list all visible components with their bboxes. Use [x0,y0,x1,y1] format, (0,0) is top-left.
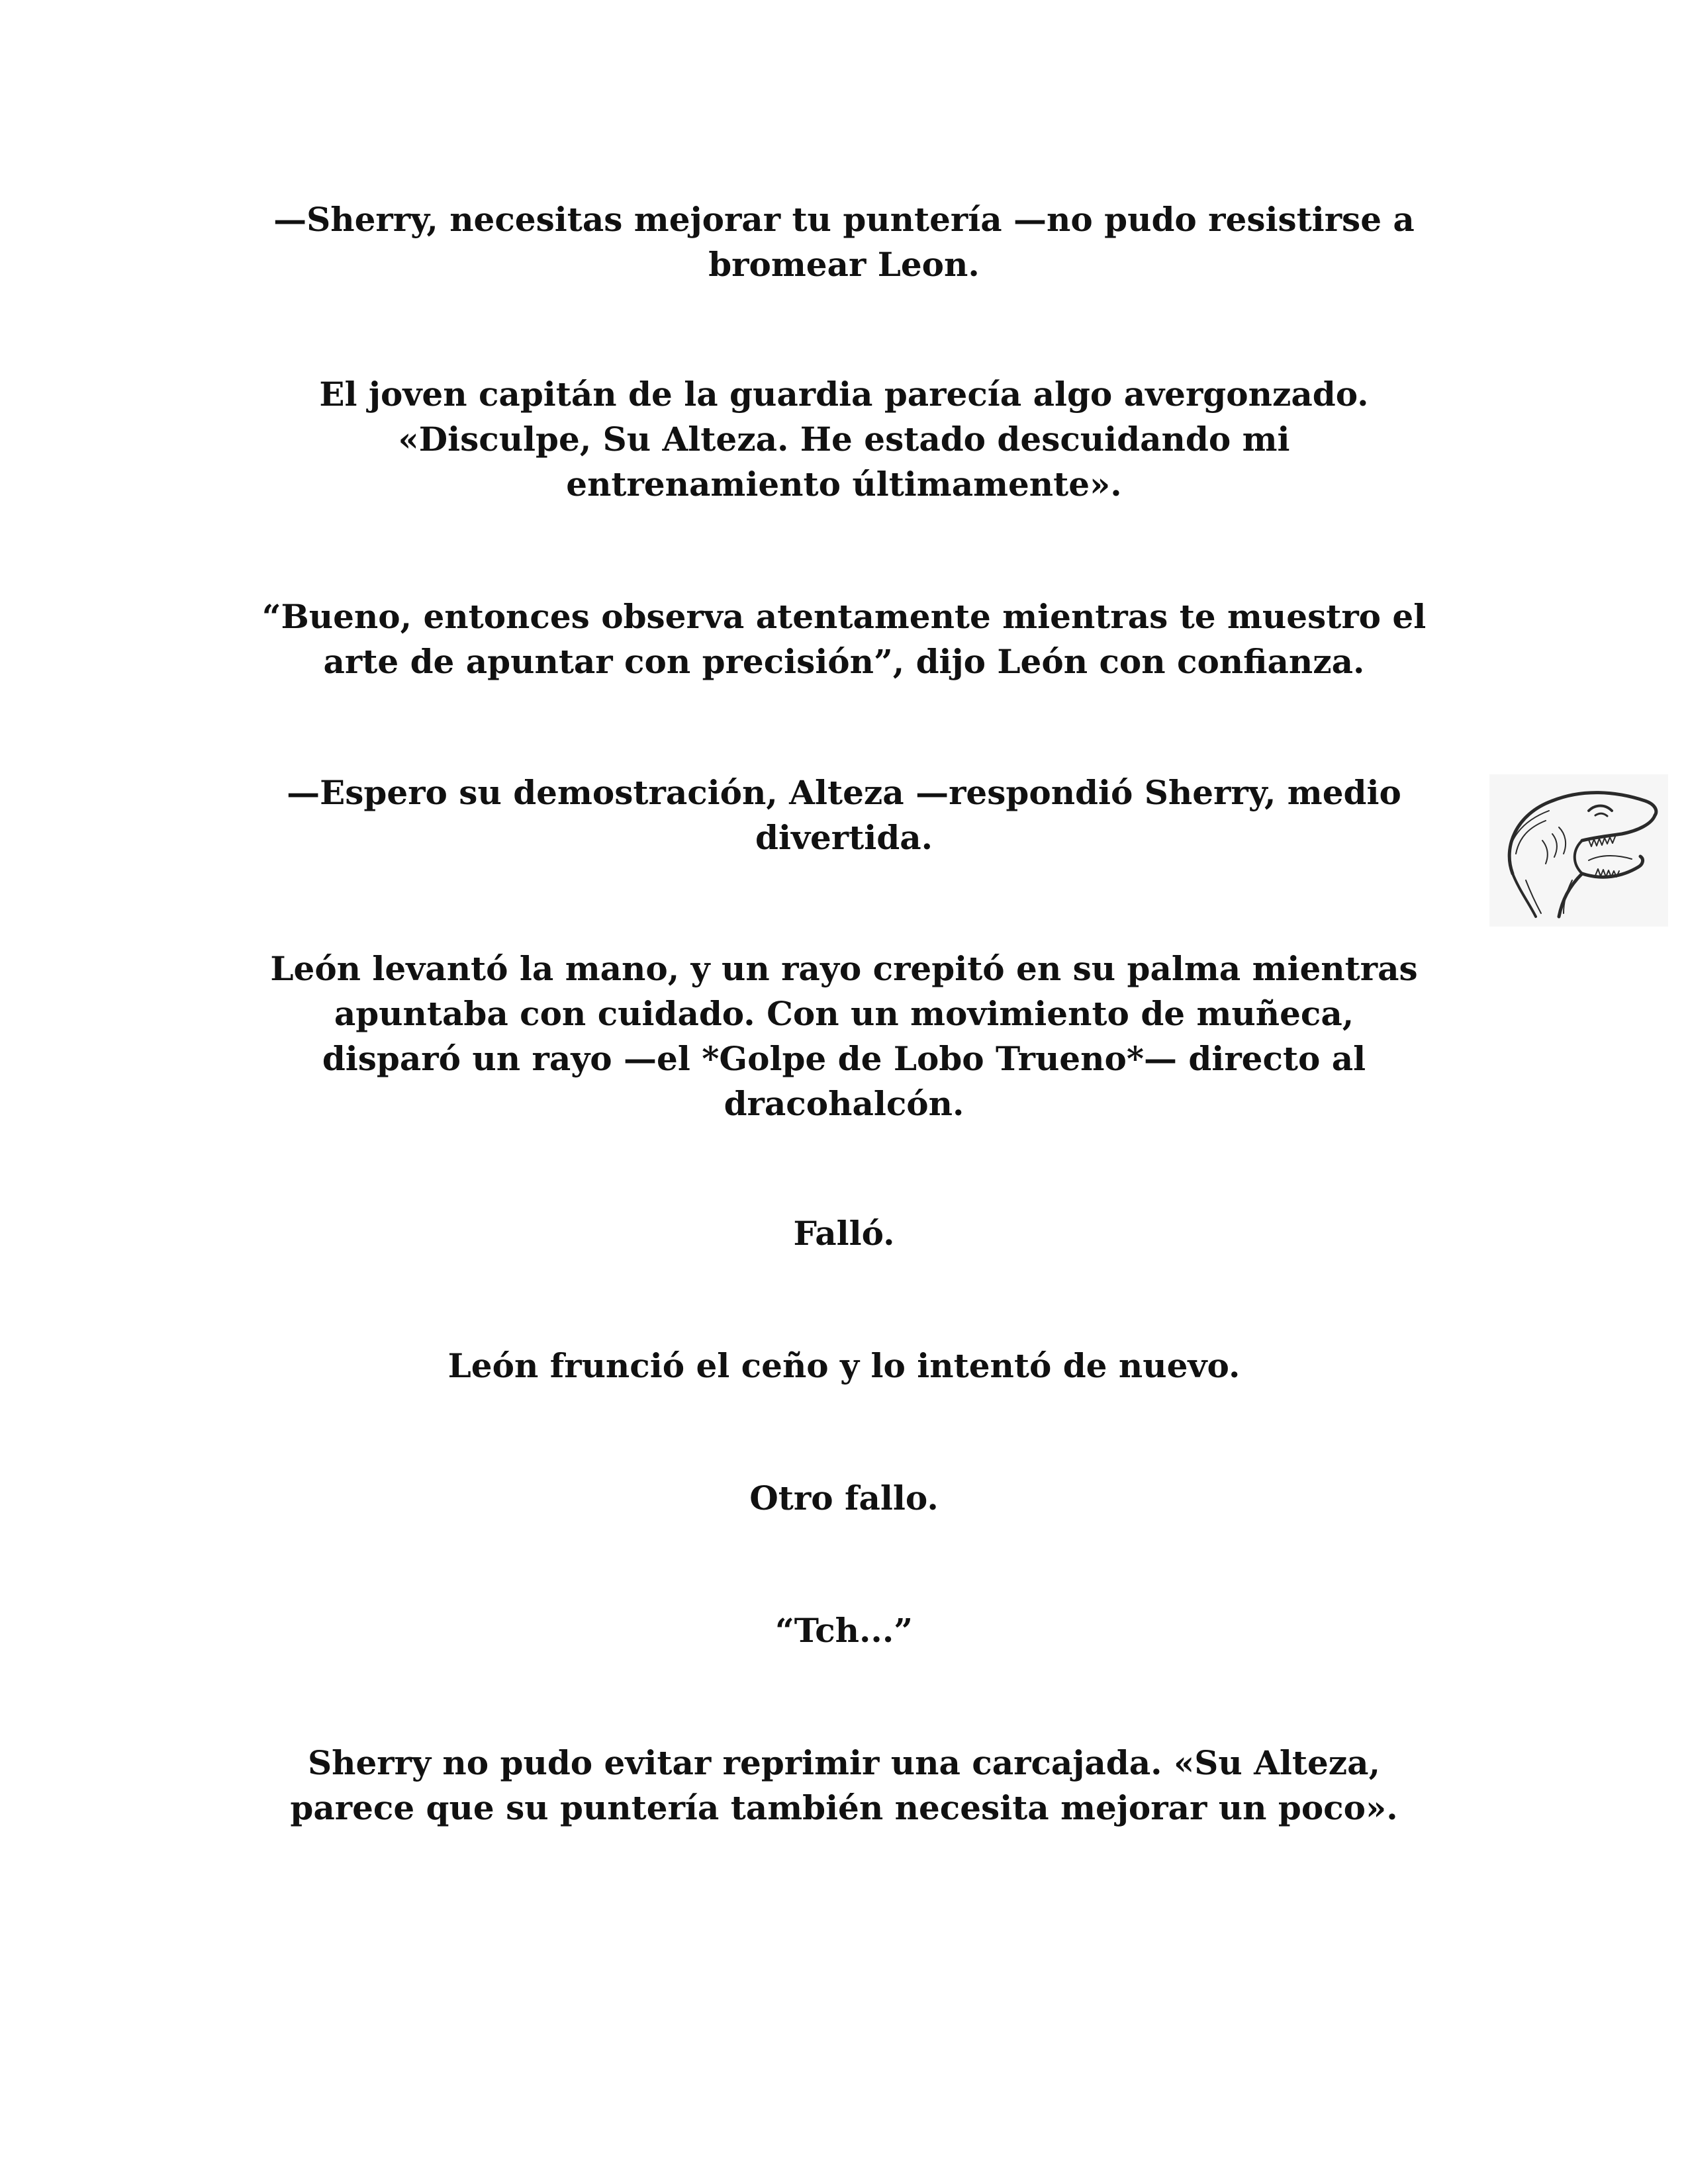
text-line: Sherry no pudo evitar reprimir una carcajada. «Su Alteza, [308,1743,1380,1782]
text-line: apuntaba con cuidado. Con un movimiento de muñeca, [334,994,1354,1033]
text-line: —Sherry, necesitas mejorar tu puntería —no pudo resistirse a [273,200,1415,239]
text-line: dracohalcón. [724,1084,964,1123]
text-line: «Disculpe, Su Alteza. He estado descuidando mi [398,420,1290,459]
text-line: Falló. [793,1214,895,1253]
paragraph [218,1741,1470,1831]
paragraph [218,1608,1470,1653]
paragraph [218,1476,1470,1521]
text-line: “Bueno, entonces observa atentamente mientras te muestro el [261,597,1427,636]
text-line: Otro fallo. [749,1479,939,1518]
paragraph [218,1211,1470,1256]
paragraph [218,197,1470,287]
paragraph [218,1343,1470,1388]
text-line: León frunció el ceño y lo intentó de nuevo. [447,1346,1241,1385]
text-line: —Espero su demostración, Alteza —respondió Sherry, medio [287,773,1401,812]
dinosaur-head-sketch-icon [1489,774,1668,927]
text-line: parece que su puntería también necesita mejorar un poco». [290,1788,1398,1827]
text-line: León levantó la mano, y un rayo crepitó en su palma mientras [270,949,1418,988]
text-line: bromear Leon. [708,245,980,284]
paragraph [218,372,1470,507]
text-line: divertida. [755,818,933,857]
text-line: disparó un rayo —el *Golpe de Lobo Trueno*— directo al [322,1039,1366,1078]
paragraph [218,770,1470,860]
paragraph [218,594,1470,684]
text-line: “Tch...” [774,1611,913,1650]
paragraph [218,946,1470,1126]
text-line: arte de apuntar con precisión”, dijo León con confianza. [323,642,1365,681]
text-line: El joven capitán de la guardia parecía algo avergonzado. [319,375,1369,414]
text-line: entrenamiento últimamente». [566,465,1122,504]
